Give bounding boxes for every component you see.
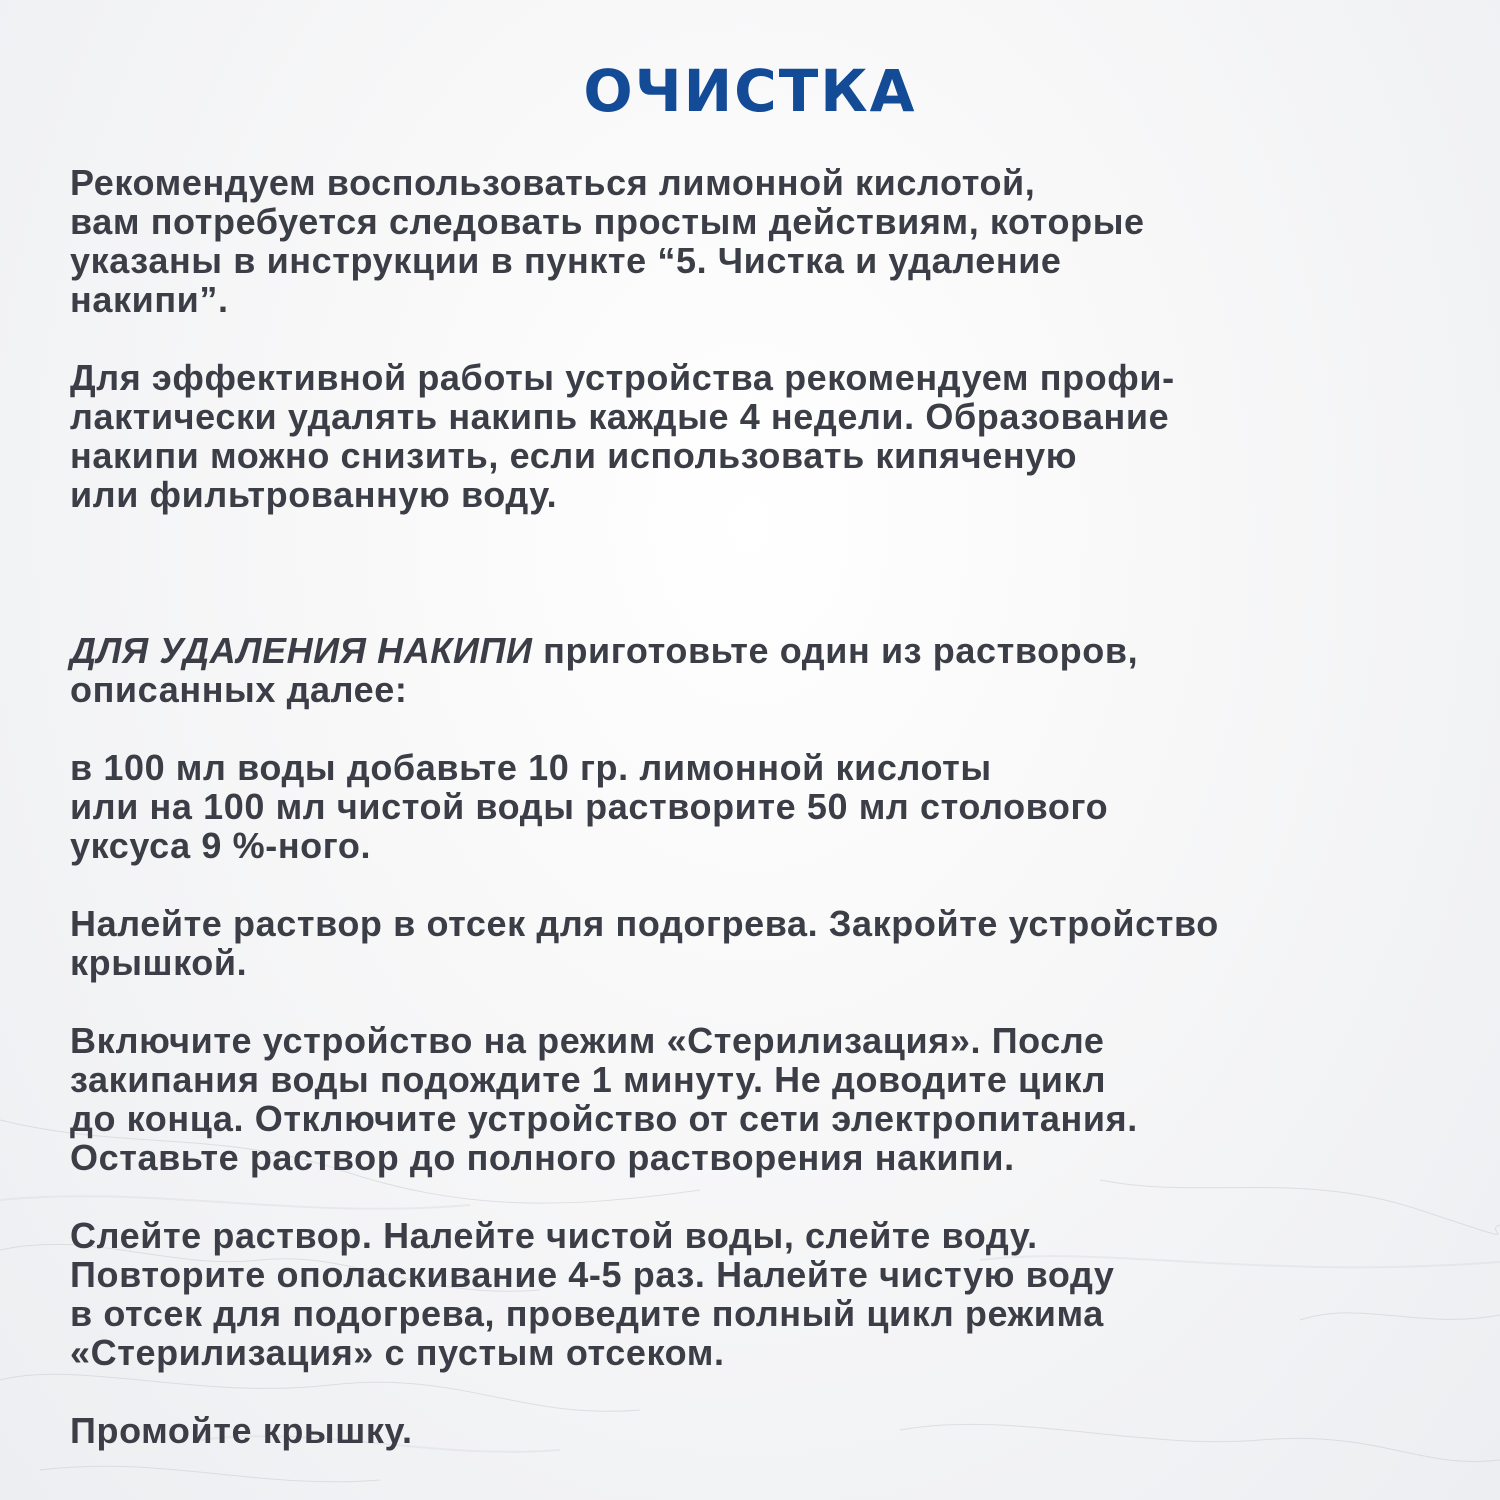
descaling-heading-paragraph [70, 631, 1445, 709]
wash-lid-paragraph: Промойте крышку. [70, 1410, 413, 1451]
intro-paragraph: Рекомендуем воспользоваться лимонной кислотой, вам потребуется следовать простым действиям, которые указаны в инструкции в пункте “5. Чистка и удаление накипи”. [70, 162, 1145, 320]
descaling-rest: приготовьте один из растворов, описанных далее: [70, 630, 1139, 710]
descaling-lead: ДЛЯ УДАЛЕНИЯ НАКИПИ [70, 630, 533, 671]
instructions-body [70, 163, 1445, 1450]
pour-paragraph: Налейте раствор в отсек для подогрева. Закройте устройство крышкой. [70, 903, 1219, 983]
page-title: ОЧИСТКА [583, 57, 917, 125]
solution-paragraph: в 100 мл воды добавьте 10 гр. лимонной кислоты или на 100 мл чистой воды растворите 50 мл столового уксуса 9 %-ного. [70, 747, 1109, 866]
prevention-paragraph: Для эффективной работы устройства рекомендуем профи- лактически удалять накипь каждые 4 недели. Образование накипи можно снизить, если использовать кипяченую или фильтрованную воду. [70, 357, 1175, 515]
sterilize-paragraph: Включите устройство на режим «Стерилизация». После закипания воды подождите 1 минуту. Не доводите цикл до конца. Отключите устройство от сети электропитания. Оставьте раствор до полного растворения накипи. [70, 1020, 1138, 1178]
rinse-paragraph: Слейте раствор. Налейте чистой воды, слейте воду. Повторите ополаскивание 4-5 раз. Налейте чистую воду в отсек для подогрева, проведите полный цикл режима «Стерилизация» с пустым отсеком. [70, 1215, 1115, 1373]
